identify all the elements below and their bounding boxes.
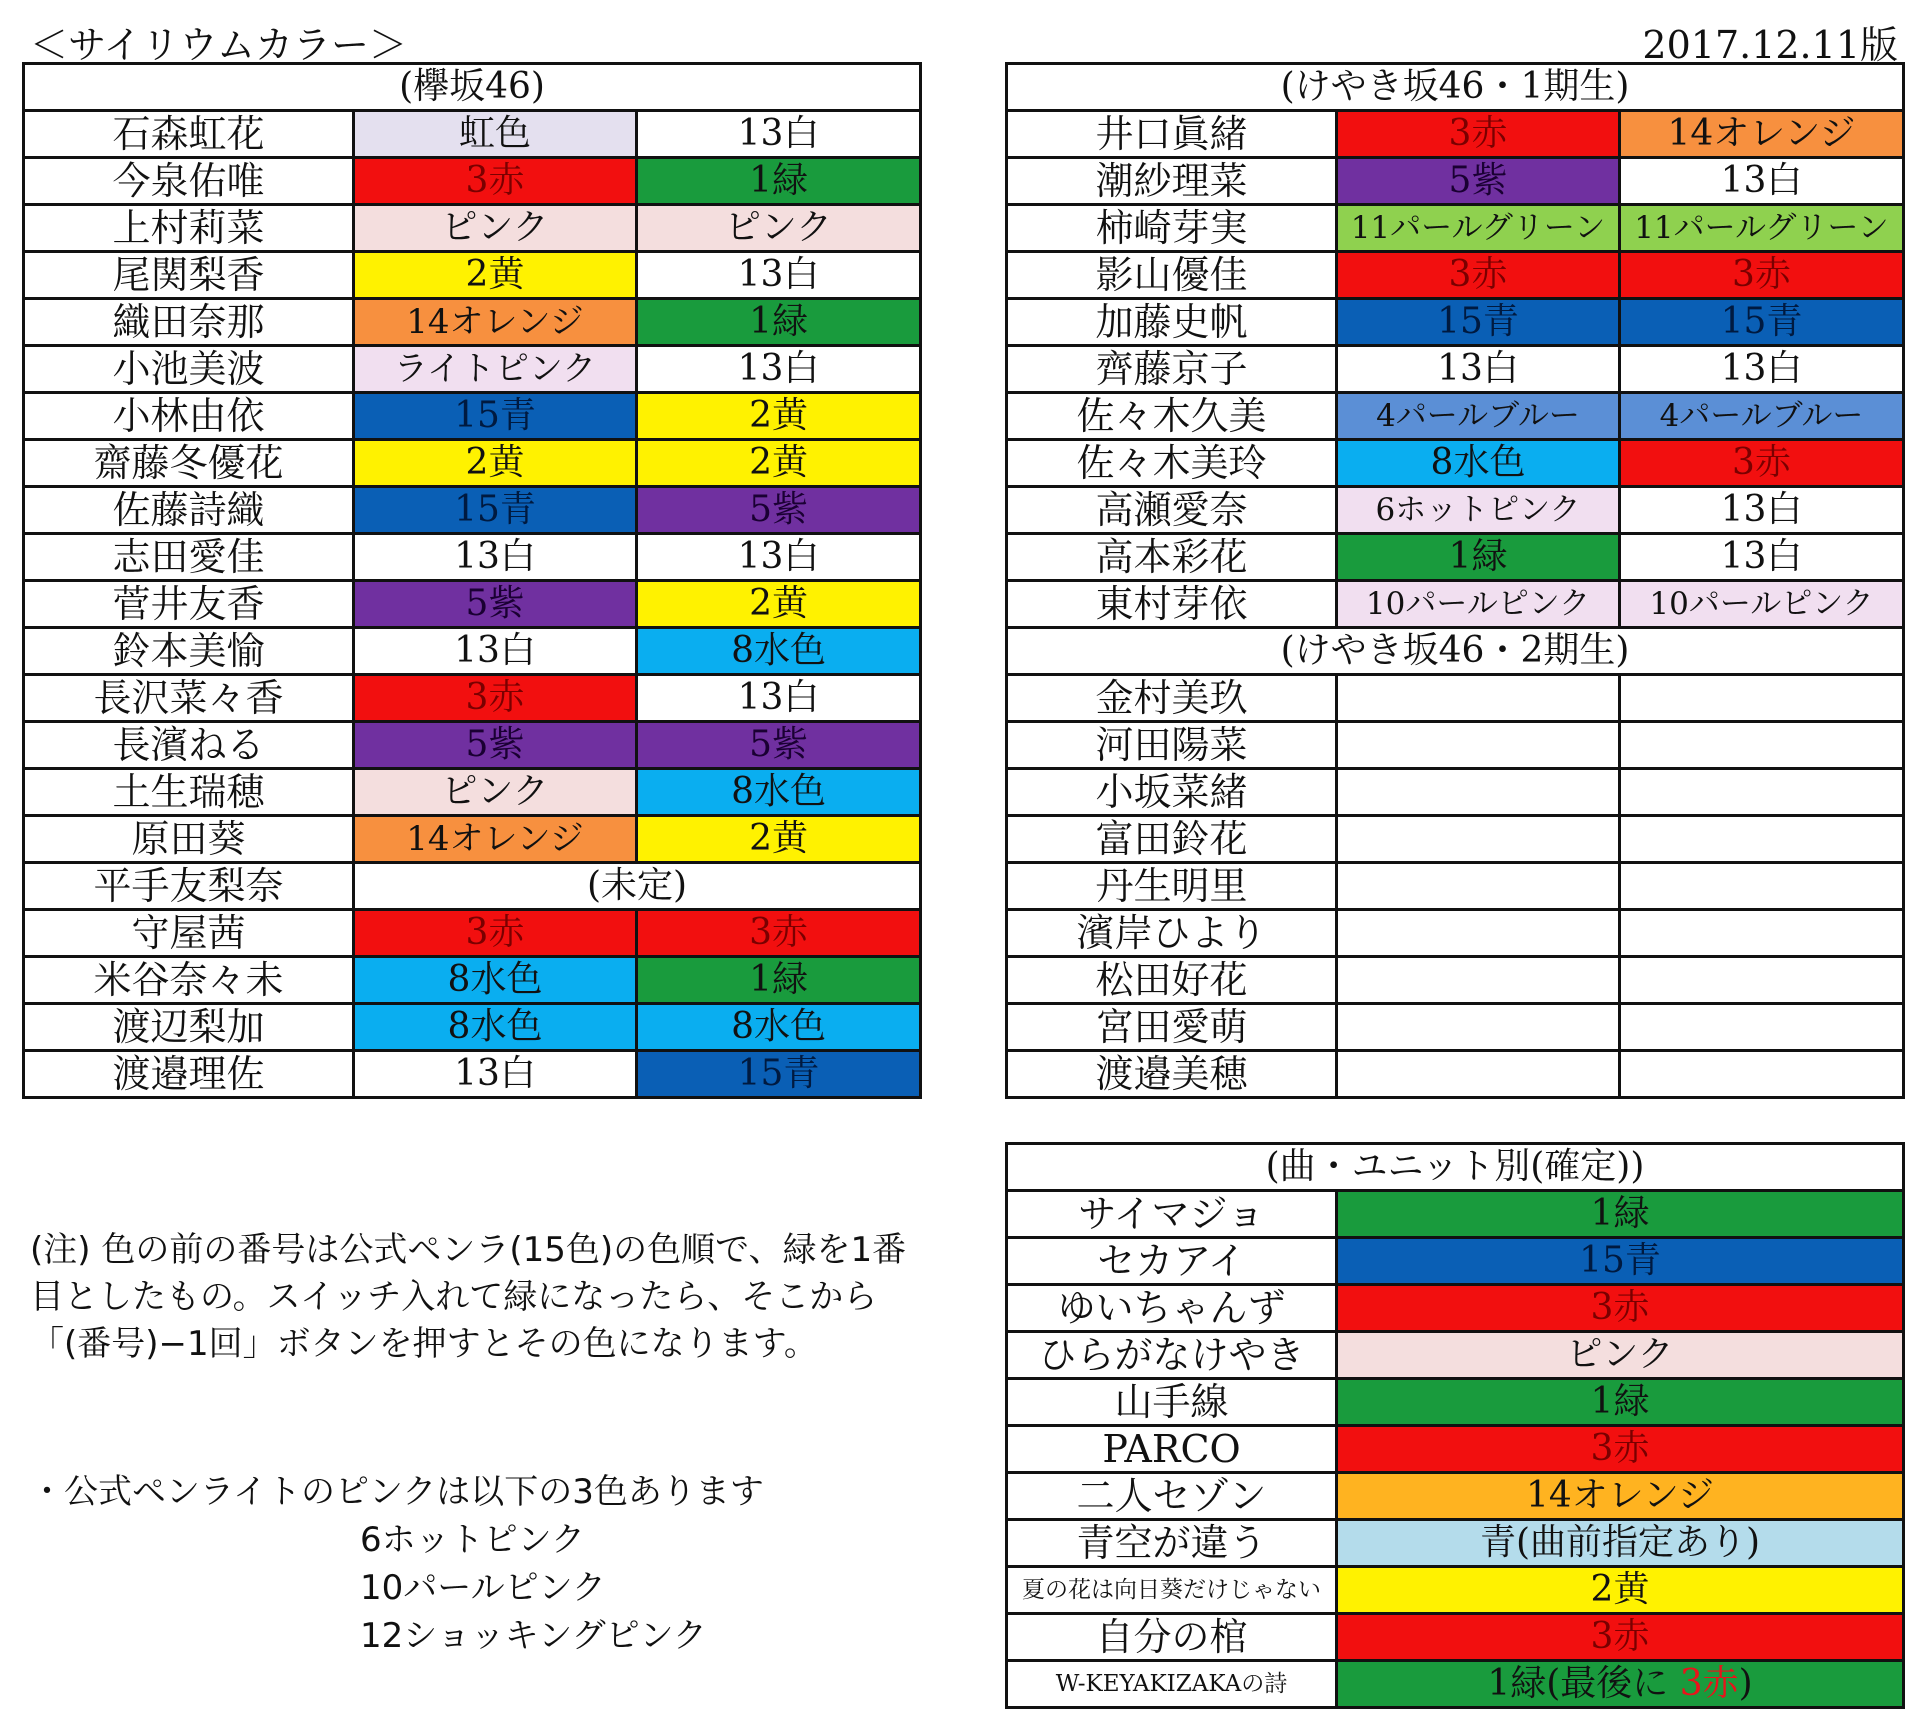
pink-note-heading: ・公式ペンライトのピンクは以下の3色あります bbox=[30, 1472, 764, 1512]
table-row bbox=[24, 252, 921, 299]
member-name: 松田好花 bbox=[1007, 957, 1337, 1004]
color-2-cell: 8水色 bbox=[637, 769, 921, 816]
color-1-cell: 14オレンジ bbox=[354, 816, 637, 863]
color-1-cell: 3赤 bbox=[1337, 252, 1620, 299]
color-1-cell bbox=[1337, 1051, 1620, 1098]
member-name: 長濱ねる bbox=[24, 722, 354, 769]
color-1-cell: 8水色 bbox=[354, 957, 637, 1004]
member-name: W-KEYAKIZAKAの詩 bbox=[1007, 1661, 1337, 1708]
color-2-cell: 1緑 bbox=[637, 957, 921, 1004]
hiragana-gen2-title-row bbox=[1007, 628, 1904, 675]
color-1-cell: 15青 bbox=[354, 393, 637, 440]
color-2-cell bbox=[1620, 957, 1904, 1004]
table-row bbox=[1007, 910, 1904, 957]
color-1-cell bbox=[1337, 1004, 1620, 1051]
color-1-cell: 8水色 bbox=[1337, 440, 1620, 487]
color-1-cell: 4パールブルー bbox=[1337, 393, 1620, 440]
table-row bbox=[1007, 1567, 1904, 1614]
color-2-cell: 2黄 bbox=[637, 440, 921, 487]
color-2-cell: 2黄 bbox=[637, 581, 921, 628]
table-row bbox=[24, 346, 921, 393]
member-name: 守屋茜 bbox=[24, 910, 354, 957]
color-2-cell: 13白 bbox=[637, 252, 921, 299]
member-name: ゆいちゃんず bbox=[1007, 1285, 1337, 1332]
table-row bbox=[24, 534, 921, 581]
color-2-cell: 13白 bbox=[1620, 346, 1904, 393]
color-1-cell: 虹色 bbox=[354, 111, 637, 158]
color-1-cell bbox=[1337, 769, 1620, 816]
color-2-cell: 15青 bbox=[637, 1051, 921, 1098]
color-2-cell: 13白 bbox=[637, 346, 921, 393]
color-2-cell bbox=[1620, 722, 1904, 769]
color-2-cell bbox=[1620, 863, 1904, 910]
color-1-cell: 13白 bbox=[354, 628, 637, 675]
table-row bbox=[1007, 1473, 1904, 1520]
hiragana-gen1-title-row bbox=[1007, 64, 1904, 111]
member-name: 渡辺梨加 bbox=[24, 1004, 354, 1051]
color-1-cell bbox=[1337, 957, 1620, 1004]
song-color-cell: 青(曲前指定あり) bbox=[1337, 1520, 1904, 1567]
table-row bbox=[1007, 1004, 1904, 1051]
song-section-title-row bbox=[1007, 1144, 1904, 1191]
member-name: 志田愛佳 bbox=[24, 534, 354, 581]
table-row bbox=[1007, 440, 1904, 487]
member-name: 佐々木美玲 bbox=[1007, 440, 1337, 487]
color-1-cell: 3赤 bbox=[354, 158, 637, 205]
table-row bbox=[24, 1051, 921, 1098]
table-row bbox=[1007, 1379, 1904, 1426]
song-color-cell bbox=[1337, 1661, 1904, 1708]
song-color-accent: 3赤 bbox=[1679, 1663, 1739, 1704]
song-color-text-end: ) bbox=[1738, 1663, 1753, 1704]
table-row bbox=[1007, 581, 1904, 628]
color-1-cell bbox=[1337, 910, 1620, 957]
member-name: 高本彩花 bbox=[1007, 534, 1337, 581]
color-1-cell: 15青 bbox=[1337, 299, 1620, 346]
color-2-cell: ピンク bbox=[637, 205, 921, 252]
color-1-cell: 8水色 bbox=[354, 1004, 637, 1051]
member-name: 二人セゾン bbox=[1007, 1473, 1337, 1520]
color-2-cell: 1緑 bbox=[637, 299, 921, 346]
table-row bbox=[24, 393, 921, 440]
table-row bbox=[1007, 534, 1904, 581]
pink-item: 6ホットピンク bbox=[360, 1520, 585, 1560]
table-row bbox=[24, 722, 921, 769]
member-name: 影山優佳 bbox=[1007, 252, 1337, 299]
color-2-cell: 13白 bbox=[637, 111, 921, 158]
table-row bbox=[1007, 1191, 1904, 1238]
member-name: 鈴本美愉 bbox=[24, 628, 354, 675]
table-row bbox=[1007, 769, 1904, 816]
table-row bbox=[24, 1004, 921, 1051]
table-row bbox=[24, 816, 921, 863]
member-name: 佐藤詩織 bbox=[24, 487, 354, 534]
member-name: 濱岸ひより bbox=[1007, 910, 1337, 957]
table-row bbox=[1007, 1661, 1904, 1708]
color-1-cell: ライトピンク bbox=[354, 346, 637, 393]
song-color-cell: 15青 bbox=[1337, 1238, 1904, 1285]
color-2-cell bbox=[1620, 1004, 1904, 1051]
color-1-cell: 3赤 bbox=[1337, 111, 1620, 158]
member-name: PARCO bbox=[1007, 1426, 1337, 1473]
table-row bbox=[24, 769, 921, 816]
member-name: 織田奈那 bbox=[24, 299, 354, 346]
member-name: 河田陽菜 bbox=[1007, 722, 1337, 769]
keyakizaka-color-table bbox=[22, 62, 922, 1099]
color-1-cell: 10パールピンク bbox=[1337, 581, 1620, 628]
pink-note bbox=[30, 1468, 930, 1660]
color-2-cell: 13白 bbox=[1620, 534, 1904, 581]
table-row bbox=[24, 299, 921, 346]
member-name: 自分の棺 bbox=[1007, 1614, 1337, 1661]
song-color-cell: 1緑 bbox=[1337, 1191, 1904, 1238]
member-name: 渡邉理佐 bbox=[24, 1051, 354, 1098]
pink-item: 12ショッキングピンク bbox=[360, 1616, 707, 1656]
member-name: 柿崎芽実 bbox=[1007, 205, 1337, 252]
color-2-cell: 15青 bbox=[1620, 299, 1904, 346]
color-1-cell bbox=[1337, 722, 1620, 769]
member-name: 加藤史帆 bbox=[1007, 299, 1337, 346]
color-1-cell: 15青 bbox=[354, 487, 637, 534]
table-row bbox=[1007, 346, 1904, 393]
member-name: サイマジョ bbox=[1007, 1191, 1337, 1238]
table-row bbox=[1007, 487, 1904, 534]
song-color-text: 1緑(最後に bbox=[1487, 1663, 1680, 1704]
song-color-cell: 2黄 bbox=[1337, 1567, 1904, 1614]
color-1-cell: ピンク bbox=[354, 769, 637, 816]
song-section-title: (曲・ユニット別(確定)) bbox=[1007, 1144, 1904, 1191]
color-1-cell: 5紫 bbox=[1337, 158, 1620, 205]
color-1-cell: 13白 bbox=[354, 534, 637, 581]
table-row bbox=[24, 487, 921, 534]
song-color-cell: 3赤 bbox=[1337, 1285, 1904, 1332]
page-title: ＜サイリウムカラー＞ bbox=[30, 23, 407, 67]
member-name: 土生瑞穂 bbox=[24, 769, 354, 816]
color-1-cell: ピンク bbox=[354, 205, 637, 252]
table-row bbox=[1007, 1051, 1904, 1098]
color-2-cell: 14オレンジ bbox=[1620, 111, 1904, 158]
member-name: 小坂菜緒 bbox=[1007, 769, 1337, 816]
color-1-cell: 2黄 bbox=[354, 440, 637, 487]
version-date: 2017.12.11版 bbox=[1642, 23, 1898, 67]
color-2-cell: 3赤 bbox=[637, 910, 921, 957]
color-1-cell: 5紫 bbox=[354, 581, 637, 628]
member-name: 上村莉菜 bbox=[24, 205, 354, 252]
color-2-cell: 13白 bbox=[1620, 487, 1904, 534]
member-name: 菅井友香 bbox=[24, 581, 354, 628]
member-name: 宮田愛萌 bbox=[1007, 1004, 1337, 1051]
table-row bbox=[1007, 722, 1904, 769]
table-row bbox=[1007, 393, 1904, 440]
color-1-cell: 3赤 bbox=[354, 675, 637, 722]
note-paragraph: (注) 色の前の番号は公式ペンラ(15色)の色順で、緑を1番目としたもの。スイッチ入れて緑になったら、そこから「(番号)−1回」ボタンを押すとその色になります。 bbox=[30, 1230, 907, 1364]
member-name: 米谷奈々未 bbox=[24, 957, 354, 1004]
pink-item: 10パールピンク bbox=[360, 1568, 606, 1608]
keyaki-section-title-row bbox=[24, 64, 921, 111]
color-2-cell: 11パールグリーン bbox=[1620, 205, 1904, 252]
member-name: 齊藤京子 bbox=[1007, 346, 1337, 393]
table-row bbox=[1007, 1426, 1904, 1473]
table-row bbox=[1007, 205, 1904, 252]
member-name: 潮紗理菜 bbox=[1007, 158, 1337, 205]
color-2-cell: 13白 bbox=[637, 675, 921, 722]
color-2-cell: 13白 bbox=[1620, 158, 1904, 205]
hiragana-color-table bbox=[1005, 62, 1905, 1099]
table-row bbox=[24, 628, 921, 675]
member-name: 青空が違う bbox=[1007, 1520, 1337, 1567]
member-name: セカアイ bbox=[1007, 1238, 1337, 1285]
color-2-cell bbox=[1620, 910, 1904, 957]
undecided-cell: (未定) bbox=[354, 863, 921, 910]
table-row bbox=[1007, 957, 1904, 1004]
color-1-cell bbox=[1337, 675, 1620, 722]
color-1-cell: 14オレンジ bbox=[354, 299, 637, 346]
color-1-cell bbox=[1337, 816, 1620, 863]
table-row bbox=[24, 910, 921, 957]
color-2-cell bbox=[1620, 816, 1904, 863]
color-1-cell: 5紫 bbox=[354, 722, 637, 769]
table-row bbox=[1007, 863, 1904, 910]
member-name: 平手友梨奈 bbox=[24, 863, 354, 910]
table-row bbox=[24, 675, 921, 722]
song-color-cell: 1緑 bbox=[1337, 1379, 1904, 1426]
color-2-cell: 8水色 bbox=[637, 628, 921, 675]
color-1-cell bbox=[1337, 863, 1620, 910]
song-color-cell: 3赤 bbox=[1337, 1614, 1904, 1661]
member-name: 渡邉美穂 bbox=[1007, 1051, 1337, 1098]
table-row bbox=[1007, 1332, 1904, 1379]
color-1-cell: 6ホットピンク bbox=[1337, 487, 1620, 534]
color-2-cell bbox=[1620, 1051, 1904, 1098]
table-row bbox=[24, 440, 921, 487]
color-2-cell: 8水色 bbox=[637, 1004, 921, 1051]
color-2-cell: 13白 bbox=[637, 534, 921, 581]
color-1-cell: 13白 bbox=[1337, 346, 1620, 393]
hiragana-gen2-title: (けやき坂46・2期生) bbox=[1007, 628, 1904, 675]
member-name: 今泉佑唯 bbox=[24, 158, 354, 205]
member-name: 富田鈴花 bbox=[1007, 816, 1337, 863]
table-row bbox=[1007, 1285, 1904, 1332]
color-1-cell: 1緑 bbox=[1337, 534, 1620, 581]
color-2-cell bbox=[1620, 675, 1904, 722]
color-2-cell: 10パールピンク bbox=[1620, 581, 1904, 628]
color-2-cell: 5紫 bbox=[637, 722, 921, 769]
color-1-cell: 13白 bbox=[354, 1051, 637, 1098]
color-2-cell bbox=[1620, 769, 1904, 816]
table-row bbox=[24, 158, 921, 205]
member-name: 佐々木久美 bbox=[1007, 393, 1337, 440]
color-2-cell: 3赤 bbox=[1620, 440, 1904, 487]
table-row bbox=[1007, 252, 1904, 299]
song-color-cell: ピンク bbox=[1337, 1332, 1904, 1379]
color-2-cell: 5紫 bbox=[637, 487, 921, 534]
color-2-cell: 3赤 bbox=[1620, 252, 1904, 299]
table-row bbox=[24, 581, 921, 628]
member-name: 尾関梨香 bbox=[24, 252, 354, 299]
table-row bbox=[1007, 816, 1904, 863]
member-name: 小池美波 bbox=[24, 346, 354, 393]
color-2-cell: 1緑 bbox=[637, 158, 921, 205]
member-name: 夏の花は向日葵だけじゃない bbox=[1007, 1567, 1337, 1614]
member-name: 高瀬愛奈 bbox=[1007, 487, 1337, 534]
member-name: 井口眞緒 bbox=[1007, 111, 1337, 158]
member-name: 小林由依 bbox=[24, 393, 354, 440]
member-name: 長沢菜々香 bbox=[24, 675, 354, 722]
hiragana-gen1-title: (けやき坂46・1期生) bbox=[1007, 64, 1904, 111]
song-unit-color-table bbox=[1005, 1142, 1905, 1709]
table-row bbox=[1007, 299, 1904, 346]
member-name: 原田葵 bbox=[24, 816, 354, 863]
table-row bbox=[24, 205, 921, 252]
color-2-cell: 2黄 bbox=[637, 393, 921, 440]
member-name: 丹生明里 bbox=[1007, 863, 1337, 910]
table-row bbox=[1007, 1238, 1904, 1285]
song-color-cell: 3赤 bbox=[1337, 1426, 1904, 1473]
table-row bbox=[24, 111, 921, 158]
table-row bbox=[1007, 158, 1904, 205]
keyaki-section-title: (欅坂46) bbox=[24, 64, 921, 111]
table-row bbox=[1007, 1520, 1904, 1567]
song-color-cell: 14オレンジ bbox=[1337, 1473, 1904, 1520]
member-name: ひらがなけやき bbox=[1007, 1332, 1337, 1379]
color-1-cell: 3赤 bbox=[354, 910, 637, 957]
color-1-cell: 2黄 bbox=[354, 252, 637, 299]
color-2-cell: 2黄 bbox=[637, 816, 921, 863]
member-name: 山手線 bbox=[1007, 1379, 1337, 1426]
table-row bbox=[24, 957, 921, 1004]
color-2-cell: 4パールブルー bbox=[1620, 393, 1904, 440]
table-row bbox=[24, 863, 921, 910]
member-name: 東村芽依 bbox=[1007, 581, 1337, 628]
table-row bbox=[1007, 675, 1904, 722]
member-name: 金村美玖 bbox=[1007, 675, 1337, 722]
color-1-cell: 11パールグリーン bbox=[1337, 205, 1620, 252]
member-name: 齋藤冬優花 bbox=[24, 440, 354, 487]
member-name: 石森虹花 bbox=[24, 111, 354, 158]
table-row bbox=[1007, 111, 1904, 158]
table-row bbox=[1007, 1614, 1904, 1661]
